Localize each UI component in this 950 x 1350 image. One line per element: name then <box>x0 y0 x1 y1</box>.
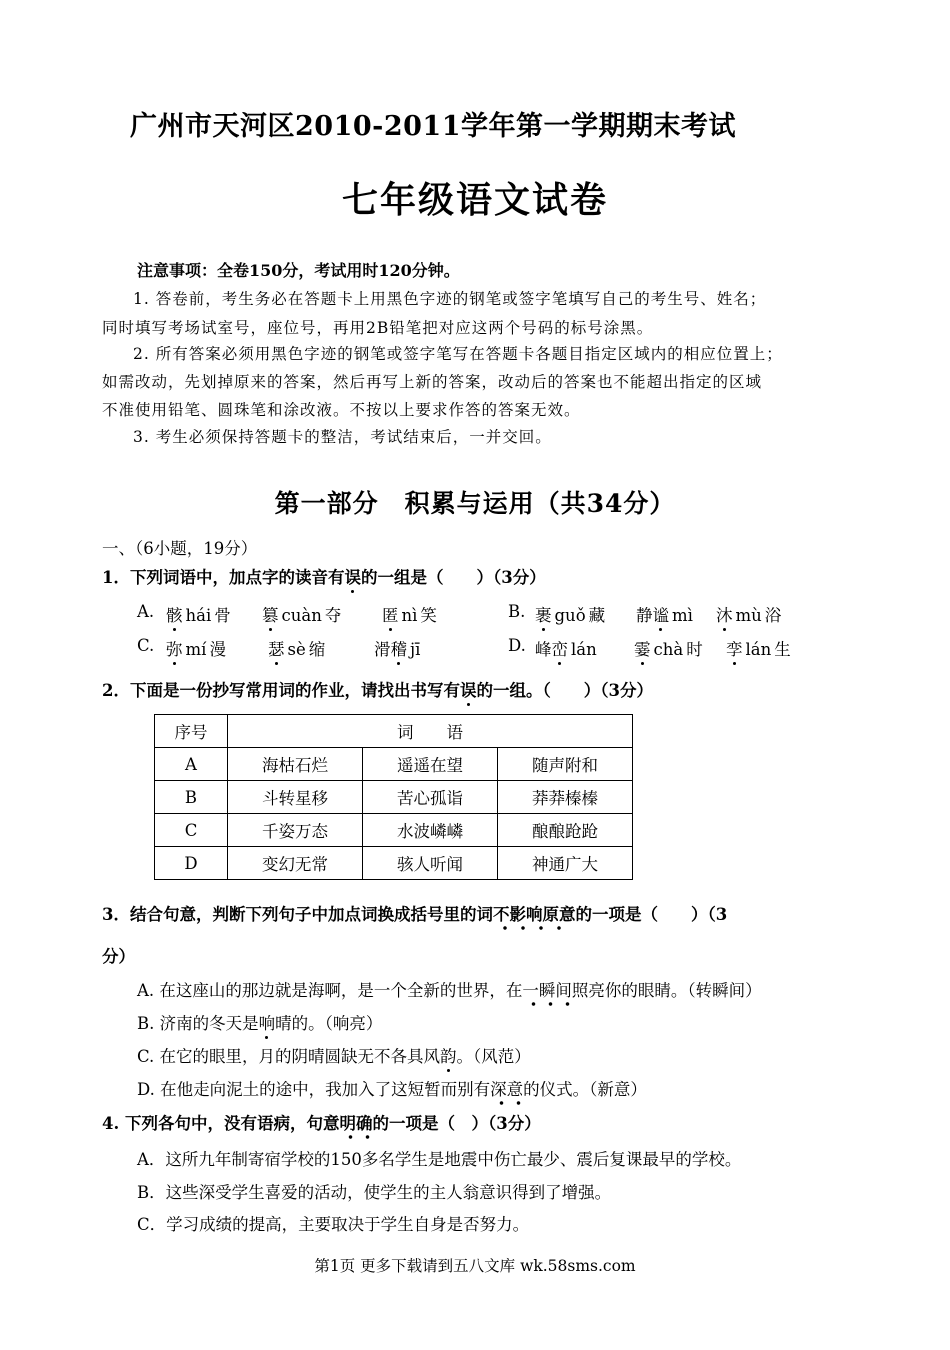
q4-option-b: B．这些深受学生喜爱的活动，使学生的主人翁意识得到了增强。 <box>137 1183 612 1202</box>
table-cell: 酿酿跄跄 <box>498 814 633 847</box>
part-one-title: 第一部分 积累与运用（共34分） <box>274 489 676 518</box>
exam-title: 广州市天河区2010-2011学年第一学期期末考试 <box>130 111 736 142</box>
q3-option-c: C. 在它的眼里，月的阴晴圆缺无不各具风韵。（风范） <box>137 1043 531 1067</box>
question-3-stem-cont: 分） <box>102 947 135 966</box>
q1-option-a-word-2: 篡 cuàn 夺 <box>262 602 341 626</box>
notice-line: 1. 答卷前，考生务必在答题卡上用黑色字迹的钢笔或签字笔填写自己的考生号、姓名； <box>133 290 767 308</box>
table-cell: 变幻无常 <box>228 847 363 880</box>
emphasis-dot-text: 误 <box>460 677 477 701</box>
exam-subtitle: 七年级语文试卷 <box>341 179 608 221</box>
table-cell: 随声附和 <box>498 748 633 781</box>
emphasis-dot-text: 误 <box>344 564 361 588</box>
q1-option-d-word-1: 峰峦 lán <box>535 636 597 660</box>
question-1-stem: 1．下列词语中，加点字的读音有误的一组是（ ）（3分） <box>102 564 546 588</box>
table-cell: 神通广大 <box>498 847 633 880</box>
q1-option-a-word-1: 骸 hái 骨 <box>166 602 231 626</box>
notice-line: 不准使用铅笔、圆珠笔和涂改液。不按以上要求作答的答案无效。 <box>102 401 581 419</box>
table-row <box>155 781 633 814</box>
table-row <box>155 748 633 781</box>
q1-option-c-word-3: 滑稽 jī <box>374 636 420 660</box>
table-header-cell: 序号 <box>155 715 228 748</box>
word-table <box>154 714 633 880</box>
table-header-cell: 词 语 <box>228 715 633 748</box>
q1-option-a-word-3: 匿 nì 笑 <box>382 602 437 626</box>
q3-option-a: A. 在这座山的那边就是海啊，是一个全新的世界，在一瞬间照亮你的眼睛。（转瞬间） <box>137 977 762 1001</box>
table-row <box>155 847 633 880</box>
table-cell: 千姿万态 <box>228 814 363 847</box>
q4-option-c: C．学习成绩的提高，主要取决于学生自身是否努力。 <box>137 1215 530 1234</box>
table-cell: 遥遥在望 <box>363 748 498 781</box>
q4-option-a: A．这所九年制寄宿学校的150多名学生是地震中伤亡最少、震后复课最早的学校。 <box>137 1150 742 1169</box>
q1-option-d-label: D. <box>508 636 526 655</box>
notice-line: 同时填写考场试室号，座位号，再用2B铅笔把对应这两个号码的标号涂黑。 <box>102 319 654 337</box>
notice-line: 2. 所有答案必须用黑色字迹的钢笔或签字笔写在答题卡各题目指定区域内的相应位置上； <box>133 345 783 363</box>
q3-option-b: B. 济南的冬天是响晴的。（响亮） <box>137 1010 382 1034</box>
table-cell: B <box>155 781 228 814</box>
q1-option-b-word-1: 裹 guǒ 藏 <box>535 602 605 626</box>
q1-option-c-word-1: 弥 mí 漫 <box>166 636 226 660</box>
table-cell: D <box>155 847 228 880</box>
table-cell: 骇人听闻 <box>363 847 498 880</box>
notice-line: 3. 考生必须保持答题卡的整洁，考试结束后，一并交回。 <box>133 428 552 446</box>
table-cell: 莽莽榛榛 <box>498 781 633 814</box>
emphasis-dot-text: 不影响原意 <box>493 901 576 931</box>
table-cell: 海枯石烂 <box>228 748 363 781</box>
notice-heading: 注意事项：全卷150分，考试用时120分钟。 <box>137 261 460 280</box>
q1-option-d-word-3: 孪 lán 生 <box>726 636 791 660</box>
table-header-row <box>155 715 633 748</box>
question-4-stem: 4. 下列各句中，没有语病，句意明确的一项是（ ）（3分） <box>102 1110 541 1134</box>
question-3-stem: 3．结合句意，判断下列句子中加点词换成括号里的词不影响原意的一项是（ ）（3 <box>102 901 727 925</box>
table-cell: 斗转星移 <box>228 781 363 814</box>
q1-option-c-label: C. <box>137 636 155 655</box>
section-heading: 一、（6小题，19分） <box>102 539 258 558</box>
q1-option-d-word-2: 霎 chà 时 <box>634 636 703 660</box>
table-row <box>155 814 633 847</box>
q1-option-b-word-2: 静谧 mì <box>636 602 693 626</box>
table-cell: 苦心孤诣 <box>363 781 498 814</box>
q3-option-d: D. 在他走向泥土的途中，我加入了这短暂而别有深意的仪式。（新意） <box>137 1076 647 1100</box>
table-cell: A <box>155 748 228 781</box>
q1-option-b-label: B. <box>508 602 526 621</box>
table-cell: 水波嶙嶙 <box>363 814 498 847</box>
notice-line: 如需改动，先划掉原来的答案，然后再写上新的答案，改动后的答案也不能超出指定的区域 <box>102 373 763 391</box>
page-footer: 第1页 更多下载请到五八文库 wk.58sms.com <box>314 1257 636 1275</box>
q1-option-a-label: A. <box>137 602 155 621</box>
emphasis-dot-text: 明确 <box>339 1110 372 1140</box>
question-2-stem: 2．下面是一份抄写常用词的作业，请找出书写有误的一组。（ ）（3分） <box>102 677 653 701</box>
q1-option-c-word-2: 瑟 sè 缩 <box>268 636 325 660</box>
table-cell: C <box>155 814 228 847</box>
q1-option-b-word-3: 沐 mù 浴 <box>716 602 781 626</box>
